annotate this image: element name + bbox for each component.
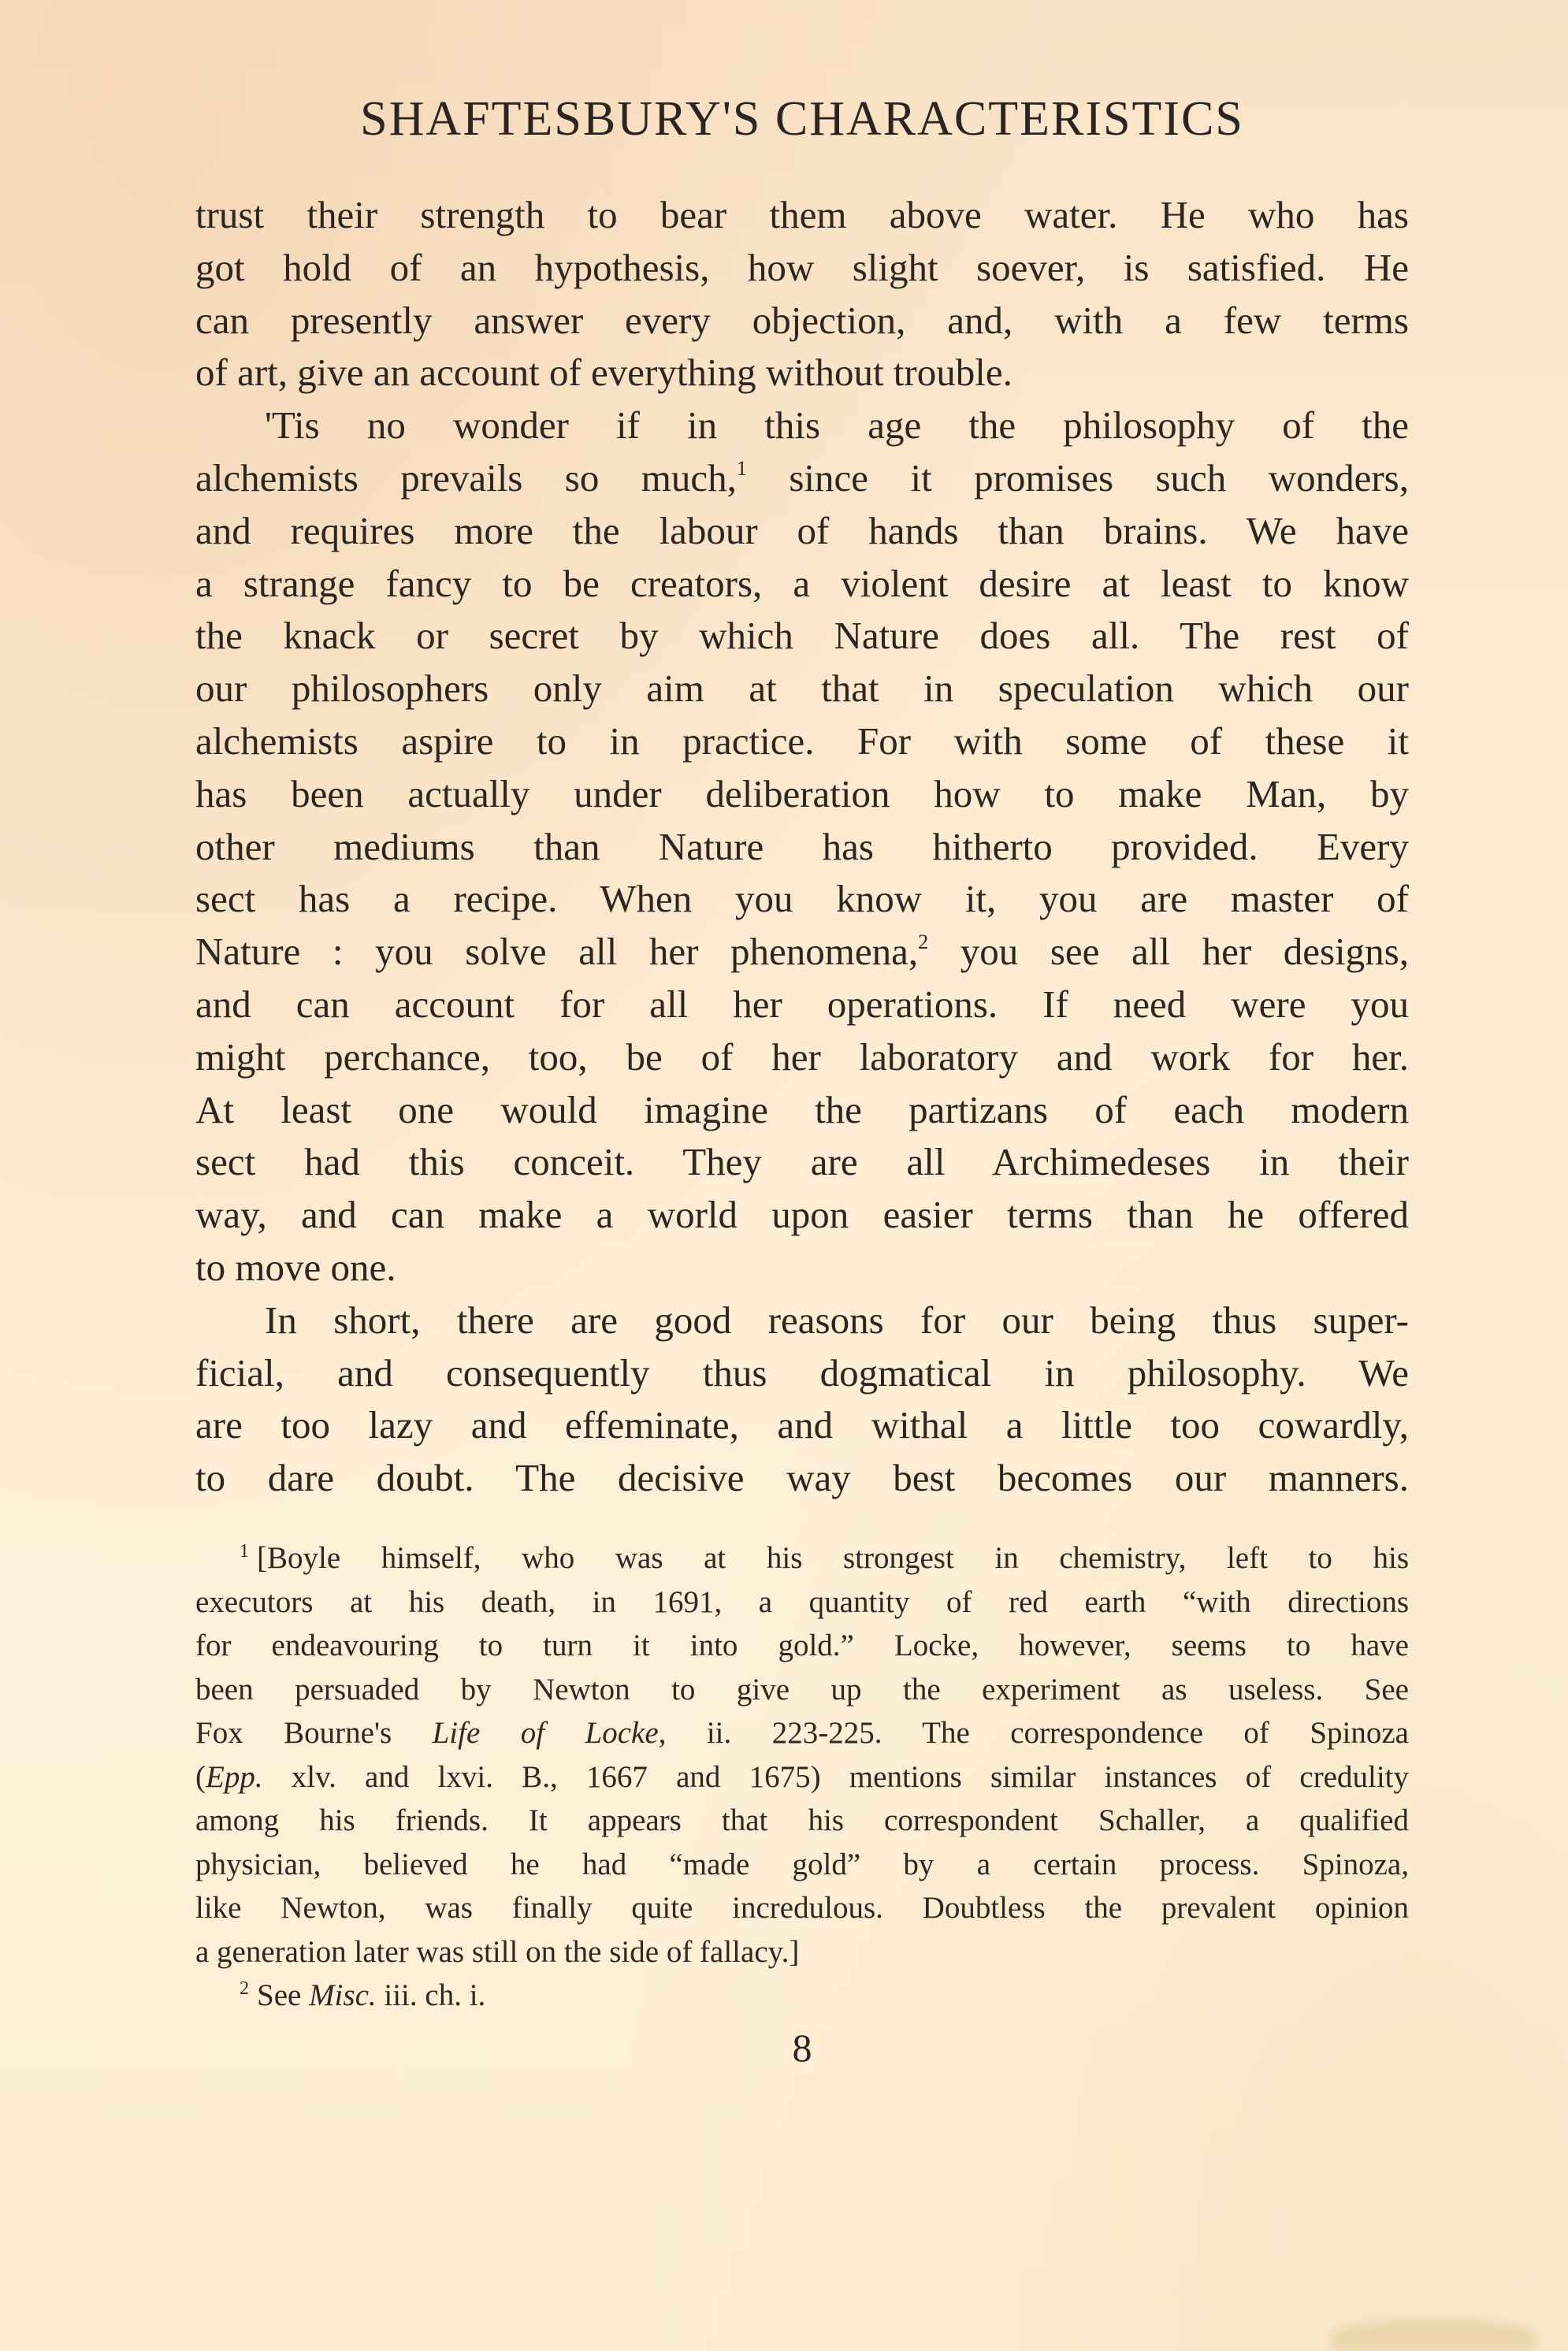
footnote-1-line: for endeavouring to turn it into gold.” Locke, however, seems to have [195,1629,1409,1662]
body-line: and requires more the labour of hands than brains. We have [195,508,1409,552]
body-line: a strange fancy to be creators, a violent desire at least to know [195,561,1409,605]
body-line: got hold of an hypothesis, how slight soever, is satisfied. He [195,245,1409,289]
body-line: alchemists prevails so much,$^1$ since it promises such wonders, [195,455,1409,500]
footnote-1-line: a generation later was still on the side of fallacy.] [195,1934,800,1969]
footnote-marker-1: 1 [240,1541,249,1562]
footnote-1-line: like Newton, was finally quite incredulous. Doubtless the prevalent opinion [195,1891,1409,1925]
footnote-1-line: executors at his death, in 1691, a quantity of red earth “with directions [195,1584,1409,1619]
paper-stain [1332,2319,1536,2351]
body-line: to dare doubt. The decisive way best becomes our manners. [195,1456,1409,1500]
body-line: Nature : you solve all her phenomena,$^2$ you see all her designs, [195,930,1409,974]
book-title-italic: Life of Locke [432,1716,659,1750]
footnote-1-line: physician, believed he had “made gold” by a certain process. Spinoza, [195,1847,1409,1881]
footnote-2-line: $^2$ See Misc. iii. ch. i. [240,1978,486,2012]
body-line: ficial, and consequently thus dogmatical in philosophy. We [195,1350,1409,1395]
abbreviation-italic: Misc. [309,1978,377,2012]
body-line: sect has a recipe. When you know it, you are master of [195,877,1409,921]
body-line: of art, give an account of everything without trouble. [195,351,1013,395]
body-line: At least one would imagine the partizans of each modern [195,1087,1409,1131]
footnote-1-line: (Epp. xlv. and lxvi. B., 1667 and 1675) mentions similar instances of credulity [195,1759,1409,1794]
running-header-title: SHAFTESBURY'S CHARACTERISTICS [360,92,1244,146]
footnotes [195,1536,1409,2018]
body-line: has been actually under deliberation how to make Man, by [195,771,1409,815]
body-text [195,189,1409,1505]
footnote-reference-2[interactable]: 2 [918,930,929,954]
footnote-1-line: $^1$ [Boyle himself, who was at his strongest in chemistry, left to his [240,1541,1409,1575]
body-line: our philosophers only aim at that in speculation which our [195,667,1409,711]
body-line: trust their strength to bear them above water. He who has [195,193,1409,236]
body-line: to move one. [195,1245,396,1289]
page-number: 8 [792,2026,812,2070]
footnote-reference-1[interactable]: 1 [736,456,747,480]
footnote-1-line: among his friends. It appears that his correspondent Schaller, a qualified [195,1803,1409,1837]
body-line: other mediums than Nature has hitherto provided. Every [195,824,1409,868]
body-line: way, and can make a world upon easier terms than he offered [195,1193,1409,1237]
body-line: alchemists aspire to in practice. For with some of these it [195,719,1409,763]
footnote-1-line: been persuaded by Newton to give up the experiment as useless. See [195,1672,1409,1707]
paragraph-start-line: 'Tis no wonder if in this age the philosophy of the [265,403,1409,448]
footnote-1-line: Fox Bourne's Life of Locke, ii. 223-225. The correspondence of Spinoza [195,1716,1409,1750]
footnote-marker-2: 2 [240,1978,249,1999]
body-line: sect had this conceit. They are all Archimedeses in their [195,1140,1409,1184]
body-line: and can account for all her operations. If need were you [195,982,1409,1026]
paragraph-start-line: In short, there are good reasons for our being thus super- [265,1298,1409,1342]
abbreviation-italic: Epp. [206,1759,263,1794]
body-line: are too lazy and effeminate, and withal a little too cowardly, [195,1403,1409,1447]
body-line: the knack or secret by which Nature does all. The rest of [195,614,1409,658]
body-line: can presently answer every objection, and, with a few terms [195,298,1409,342]
body-line: might perchance, too, be of her laboratory and work for her. [195,1034,1409,1079]
